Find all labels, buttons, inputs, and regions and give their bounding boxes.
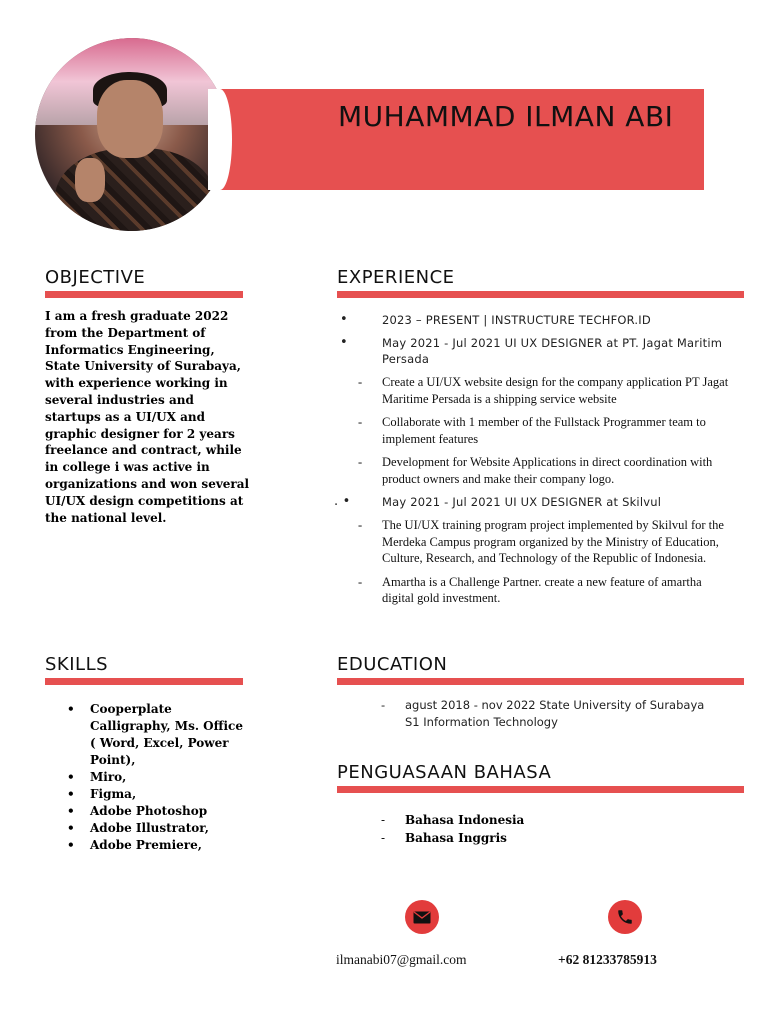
dash-marker: -: [381, 831, 386, 845]
education-rule: [337, 678, 744, 685]
experience-list: [336, 312, 736, 614]
skill-item: • Figma,: [67, 786, 252, 803]
experience-heading: May 2021 - Jul 2021 UI UX DESIGNER at PT. Jagat Maritim Persada: [382, 336, 723, 366]
phone-number[interactable]: +62 81233785913: [558, 952, 657, 967]
language-name: Bahasa Indonesia: [405, 813, 525, 827]
email-address[interactable]: ilmanabi07@gmail.com: [336, 952, 467, 967]
bullet-marker: •: [340, 335, 348, 350]
phone-icon: [608, 900, 642, 934]
skill-item: • Adobe Illustrator,: [67, 820, 252, 837]
language-name: Bahasa Inggris: [405, 831, 507, 845]
experience-item: [336, 312, 736, 328]
skill-item: • Cooperplate Calligraphy, Ms. Office ( Word, Excel, Power Point),: [67, 701, 252, 769]
experience-detail-text: Create a UI/UX website design for the company application PT Jagat Maritime Persada is a shipping service website: [382, 375, 729, 406]
experience-item: [336, 335, 736, 367]
skills-list: [67, 701, 252, 854]
experience-heading: May 2021 - Jul 2021 UI UX DESIGNER at Skilvul: [382, 495, 662, 509]
experience-detail-text: The UI/UX training program project implemented by Skilvul for the Merdeka Campus program organized by the Ministry of Education, Culture, Research, and Technology of the Republic of Indonesia.: [382, 518, 724, 565]
languages-list: [381, 811, 524, 847]
experience-detail: [336, 414, 736, 447]
dash-marker: -: [358, 518, 363, 532]
objective-text: I am a fresh graduate 2022 from the Department of Informatics Engineering, State University of Surabaya, with experience working in several industries and startups as a UI/UX and graphic designer for 2 years freelance and contract, while in college i was active in organizations and won several UI/UX design competitions at the national level.: [45, 309, 250, 525]
dash-marker: -: [358, 375, 363, 389]
dash-marker: -: [381, 813, 386, 827]
skill-item: • Adobe Premiere,: [67, 837, 252, 854]
bullet-marker: . •: [334, 494, 351, 509]
experience-detail: [336, 374, 736, 407]
experience-heading: 2023 – PRESENT | INSTRUCTURE TECHFOR.ID: [382, 313, 651, 327]
experience-detail-text: Amartha is a Challenge Partner. create a new feature of amartha digital gold investment.: [382, 574, 702, 605]
dash-marker: -: [381, 698, 386, 712]
languages-title: PENGUASAAN BAHASA: [337, 762, 552, 783]
languages-rule: [337, 786, 744, 793]
experience-detail: [336, 574, 736, 607]
skill-item: • Miro,: [67, 769, 252, 786]
dash-marker: -: [358, 415, 363, 429]
experience-rule: [337, 291, 744, 298]
objective-title: OBJECTIVE: [45, 267, 146, 288]
language-item: [381, 829, 524, 847]
experience-title: EXPERIENCE: [337, 267, 455, 288]
education-period: agust 2018 - nov 2022 State University of Surabaya: [405, 698, 705, 712]
bullet-marker: •: [340, 312, 348, 327]
education-entry: [381, 697, 704, 731]
education-degree: S1 Information Technology: [405, 715, 558, 729]
envelope-icon: [405, 900, 439, 934]
dash-marker: -: [358, 455, 363, 469]
objective-rule: [45, 291, 243, 298]
education-title: EDUCATION: [337, 654, 448, 675]
experience-detail: [336, 517, 736, 567]
skills-title: SKILLS: [45, 654, 109, 675]
skills-rule: [45, 678, 243, 685]
person-name: MUHAMMAD ILMAN ABI: [338, 100, 674, 133]
skill-item: • Adobe Photoshop: [67, 803, 252, 820]
experience-detail: [336, 454, 736, 487]
experience-detail-text: Collaborate with 1 member of the Fullstack Programmer team to implement features: [382, 415, 706, 446]
experience-detail-text: Development for Website Applications in direct coordination with product owners and make their company logo.: [382, 455, 713, 486]
experience-item: [336, 494, 736, 510]
language-item: [381, 811, 524, 829]
profile-photo: [35, 38, 228, 231]
dash-marker: -: [358, 574, 363, 589]
